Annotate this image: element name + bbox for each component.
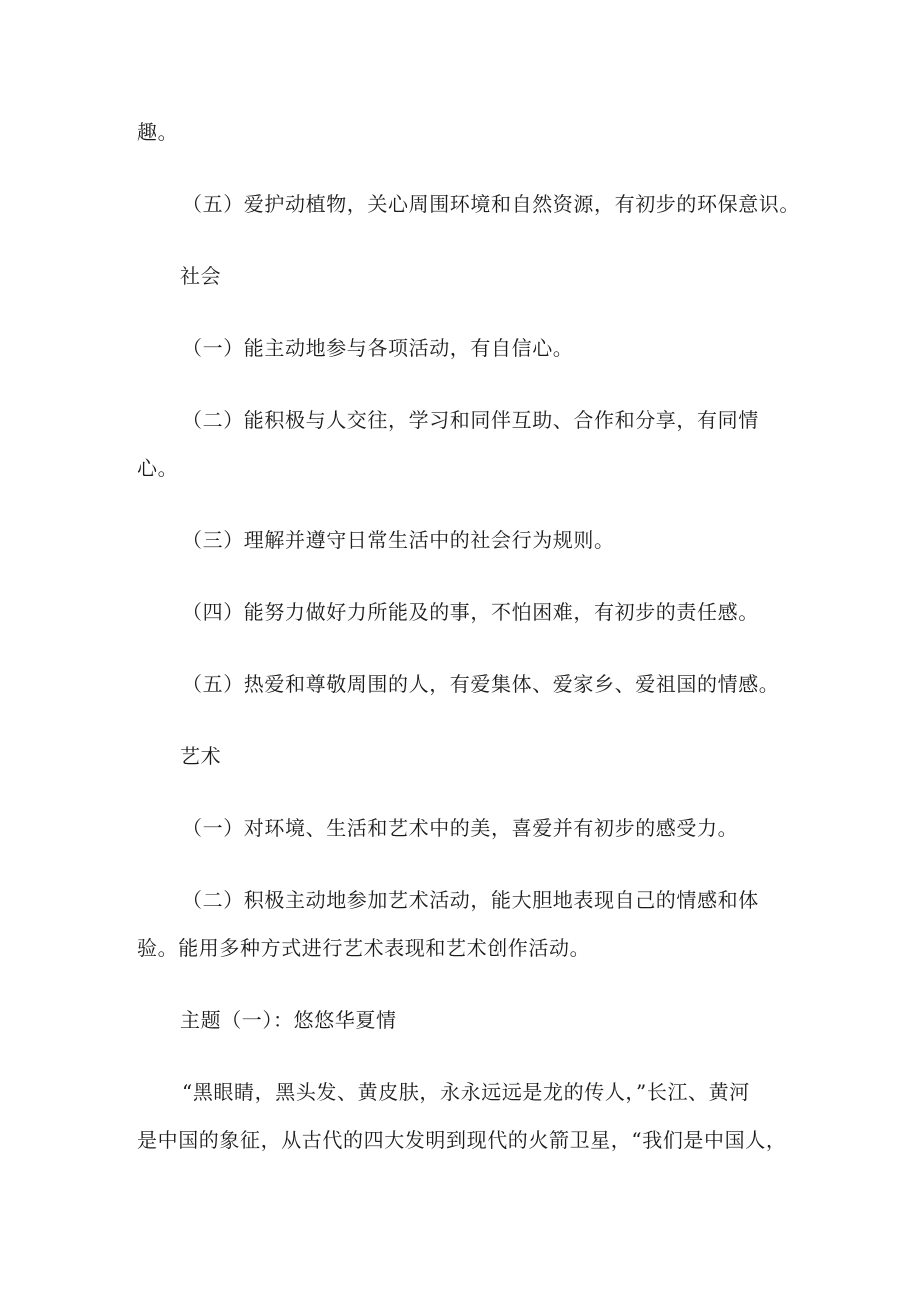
section-heading: 主题（一）：悠悠华夏情 — [180, 1008, 397, 1032]
text-line: （三）理解并遵守日常生活中的社会行为规则。 — [182, 528, 615, 552]
text-line: 趣。 — [137, 120, 179, 144]
text-line: “黑眼睛，黑头发、黄皮肤，永永远远是龙的传人，”长江、黄河 — [182, 1080, 750, 1104]
text-line: 心。 — [137, 456, 179, 480]
text-line: （一）能主动地参与各项活动，有自信心。 — [182, 336, 574, 360]
text-line: 验。能用多种方式进行艺术表现和艺术创作活动。 — [137, 936, 591, 960]
text-line: （二）能积极与人交往，学习和同伴互助、合作和分享，有同情 — [182, 408, 759, 432]
text-line: （五）热爱和尊敬周围的人，有爱集体、爱家乡、爱祖国的情感。 — [182, 672, 780, 696]
text-line: 是中国的象征，从古代的四大发明到现代的火箭卫星，“我们是中国人， — [137, 1128, 787, 1152]
text-line: （五）爱护动植物，关心周围环境和自然资源，有初步的环保意识。 — [182, 192, 800, 216]
text-line: （四）能努力做好力所能及的事，不怕困难，有初步的责任感。 — [182, 600, 759, 624]
text-line: （二）积极主动地参加艺术活动，能大胆地表现自己的情感和体 — [182, 888, 759, 912]
text-line: （一）对环境、生活和艺术中的美，喜爱并有初步的感受力。 — [182, 816, 739, 840]
section-heading: 社会 — [180, 264, 222, 288]
section-heading: 艺术 — [180, 744, 222, 768]
